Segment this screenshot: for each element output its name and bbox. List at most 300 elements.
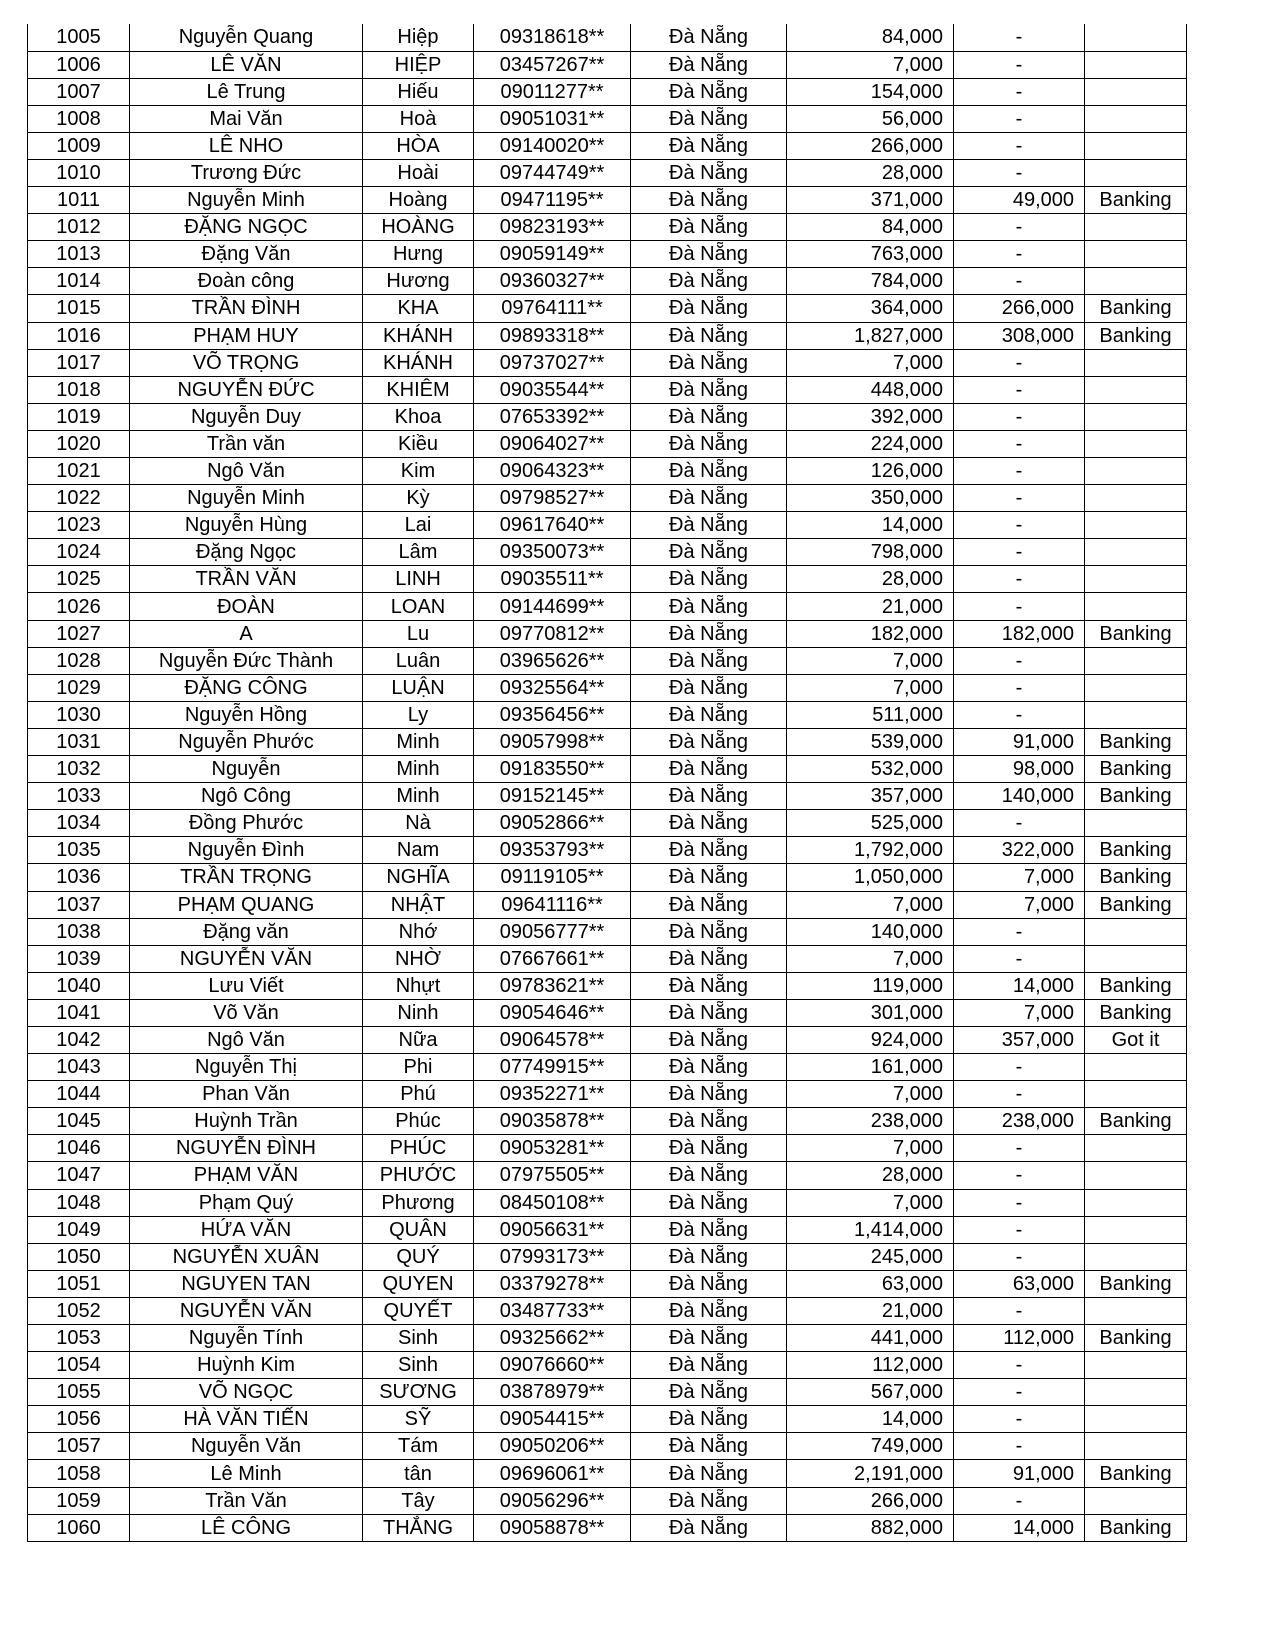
phone-cell: 07749915**: [474, 1054, 631, 1081]
method-cell: [1085, 674, 1187, 701]
id-cell: 1044: [28, 1081, 130, 1108]
id-cell: 1024: [28, 539, 130, 566]
table-row: [28, 620, 1187, 647]
given-name-cell: Phi: [363, 1054, 474, 1081]
table-row: [28, 810, 1187, 837]
city-cell: Đà Nẵng: [631, 349, 787, 376]
city-cell: Đà Nẵng: [631, 1325, 787, 1352]
paid-cell: 182,000: [954, 620, 1085, 647]
phone-cell: 09035511**: [474, 566, 631, 593]
phone-cell: 09641116**: [474, 891, 631, 918]
paid-cell: -: [954, 268, 1085, 295]
phone-cell: 09144699**: [474, 593, 631, 620]
phone-cell: 09051031**: [474, 105, 631, 132]
amount-cell: 161,000: [787, 1054, 954, 1081]
amount-cell: 7,000: [787, 945, 954, 972]
id-cell: 1048: [28, 1189, 130, 1216]
city-cell: Đà Nẵng: [631, 999, 787, 1026]
paid-cell: -: [954, 1243, 1085, 1270]
method-cell: [1085, 458, 1187, 485]
id-cell: 1043: [28, 1054, 130, 1081]
table-row: [28, 1026, 1187, 1053]
paid-cell: 7,000: [954, 999, 1085, 1026]
table-row: [28, 295, 1187, 322]
paid-cell: -: [954, 1297, 1085, 1324]
phone-cell: 09119105**: [474, 864, 631, 891]
given-name-cell: NHỜ: [363, 945, 474, 972]
method-cell: [1085, 512, 1187, 539]
phone-cell: 09737027**: [474, 349, 631, 376]
method-cell: [1085, 1135, 1187, 1162]
method-cell: [1085, 945, 1187, 972]
method-cell: [1085, 1433, 1187, 1460]
phone-cell: 09318618**: [474, 24, 631, 51]
method-cell: [1085, 268, 1187, 295]
method-cell: [1085, 593, 1187, 620]
phone-cell: 09035878**: [474, 1108, 631, 1135]
city-cell: Đà Nẵng: [631, 1243, 787, 1270]
id-cell: 1055: [28, 1379, 130, 1406]
method-cell: Banking: [1085, 322, 1187, 349]
surname-cell: Nguyễn Tính: [130, 1325, 363, 1352]
table-row: [28, 756, 1187, 783]
id-cell: 1037: [28, 891, 130, 918]
id-cell: 1010: [28, 159, 130, 186]
city-cell: Đà Nẵng: [631, 1270, 787, 1297]
method-cell: [1085, 1243, 1187, 1270]
given-name-cell: Kim: [363, 458, 474, 485]
phone-cell: 07667661**: [474, 945, 631, 972]
paid-cell: -: [954, 945, 1085, 972]
table-row: [28, 403, 1187, 430]
city-cell: Đà Nẵng: [631, 430, 787, 457]
city-cell: Đà Nẵng: [631, 728, 787, 755]
method-cell: Banking: [1085, 1108, 1187, 1135]
given-name-cell: HÒA: [363, 132, 474, 159]
amount-cell: 749,000: [787, 1433, 954, 1460]
amount-cell: 84,000: [787, 214, 954, 241]
paid-cell: -: [954, 376, 1085, 403]
amount-cell: 1,792,000: [787, 837, 954, 864]
surname-cell: Nguyễn Hùng: [130, 512, 363, 539]
paid-cell: 308,000: [954, 322, 1085, 349]
amount-cell: 7,000: [787, 674, 954, 701]
amount-cell: 2,191,000: [787, 1460, 954, 1487]
table-row: [28, 1243, 1187, 1270]
method-cell: Banking: [1085, 728, 1187, 755]
id-cell: 1011: [28, 187, 130, 214]
table-row: [28, 349, 1187, 376]
table-row: [28, 1189, 1187, 1216]
amount-cell: 245,000: [787, 1243, 954, 1270]
id-cell: 1005: [28, 24, 130, 51]
surname-cell: NGUYỄN VĂN: [130, 1297, 363, 1324]
surname-cell: Nguyễn Đức Thành: [130, 647, 363, 674]
given-name-cell: QUYEN: [363, 1270, 474, 1297]
amount-cell: 14,000: [787, 512, 954, 539]
surname-cell: Đặng Văn: [130, 241, 363, 268]
phone-cell: 07653392**: [474, 403, 631, 430]
table-row: [28, 376, 1187, 403]
table-row: [28, 1108, 1187, 1135]
id-cell: 1051: [28, 1270, 130, 1297]
method-cell: Banking: [1085, 972, 1187, 999]
given-name-cell: Lai: [363, 512, 474, 539]
method-cell: Banking: [1085, 837, 1187, 864]
phone-cell: 09798527**: [474, 485, 631, 512]
amount-cell: 119,000: [787, 972, 954, 999]
paid-cell: 266,000: [954, 295, 1085, 322]
amount-cell: 224,000: [787, 430, 954, 457]
id-cell: 1008: [28, 105, 130, 132]
method-cell: [1085, 78, 1187, 105]
phone-cell: 09053281**: [474, 1135, 631, 1162]
paid-cell: -: [954, 105, 1085, 132]
paid-cell: 49,000: [954, 187, 1085, 214]
id-cell: 1038: [28, 918, 130, 945]
city-cell: Đà Nẵng: [631, 78, 787, 105]
table-row: [28, 51, 1187, 78]
id-cell: 1056: [28, 1406, 130, 1433]
given-name-cell: Sinh: [363, 1325, 474, 1352]
method-cell: [1085, 159, 1187, 186]
surname-cell: Nguyễn Văn: [130, 1433, 363, 1460]
paid-cell: 7,000: [954, 864, 1085, 891]
city-cell: Đà Nẵng: [631, 1487, 787, 1514]
method-cell: [1085, 1487, 1187, 1514]
table-row: [28, 999, 1187, 1026]
city-cell: Đà Nẵng: [631, 1054, 787, 1081]
city-cell: Đà Nẵng: [631, 701, 787, 728]
given-name-cell: PHƯỚC: [363, 1162, 474, 1189]
surname-cell: ĐOÀN: [130, 593, 363, 620]
phone-cell: 09325564**: [474, 674, 631, 701]
table-body: [28, 24, 1187, 1541]
city-cell: Đà Nẵng: [631, 891, 787, 918]
amount-cell: 7,000: [787, 1135, 954, 1162]
table-row: [28, 972, 1187, 999]
table-row: [28, 241, 1187, 268]
city-cell: Đà Nẵng: [631, 403, 787, 430]
phone-cell: 09064027**: [474, 430, 631, 457]
paid-cell: 322,000: [954, 837, 1085, 864]
city-cell: Đà Nẵng: [631, 593, 787, 620]
method-cell: [1085, 485, 1187, 512]
city-cell: Đà Nẵng: [631, 1108, 787, 1135]
paid-cell: -: [954, 1054, 1085, 1081]
method-cell: [1085, 918, 1187, 945]
phone-cell: 09353793**: [474, 837, 631, 864]
customer-table: [27, 24, 1187, 1542]
id-cell: 1009: [28, 132, 130, 159]
surname-cell: Võ Văn: [130, 999, 363, 1026]
city-cell: Đà Nẵng: [631, 566, 787, 593]
id-cell: 1040: [28, 972, 130, 999]
city-cell: Đà Nẵng: [631, 376, 787, 403]
id-cell: 1018: [28, 376, 130, 403]
table-row: [28, 1135, 1187, 1162]
table-row: [28, 945, 1187, 972]
table-row: [28, 1379, 1187, 1406]
phone-cell: 09617640**: [474, 512, 631, 539]
paid-cell: -: [954, 512, 1085, 539]
amount-cell: 364,000: [787, 295, 954, 322]
city-cell: Đà Nẵng: [631, 1135, 787, 1162]
surname-cell: Nguyễn Quang: [130, 24, 363, 51]
paid-cell: -: [954, 241, 1085, 268]
given-name-cell: SỸ: [363, 1406, 474, 1433]
table-row: [28, 159, 1187, 186]
amount-cell: 63,000: [787, 1270, 954, 1297]
paid-cell: 357,000: [954, 1026, 1085, 1053]
given-name-cell: KHIÊM: [363, 376, 474, 403]
surname-cell: Nguyễn Duy: [130, 403, 363, 430]
city-cell: Đà Nẵng: [631, 1514, 787, 1541]
surname-cell: Lưu Viết: [130, 972, 363, 999]
amount-cell: 266,000: [787, 1487, 954, 1514]
amount-cell: 350,000: [787, 485, 954, 512]
table-row: [28, 891, 1187, 918]
surname-cell: Trương Đức: [130, 159, 363, 186]
amount-cell: 14,000: [787, 1406, 954, 1433]
given-name-cell: Hoài: [363, 159, 474, 186]
city-cell: Đà Nẵng: [631, 1433, 787, 1460]
amount-cell: 21,000: [787, 1297, 954, 1324]
given-name-cell: QUÂN: [363, 1216, 474, 1243]
method-cell: [1085, 349, 1187, 376]
id-cell: 1049: [28, 1216, 130, 1243]
method-cell: [1085, 647, 1187, 674]
amount-cell: 1,050,000: [787, 864, 954, 891]
city-cell: Đà Nẵng: [631, 756, 787, 783]
phone-cell: 09057998**: [474, 728, 631, 755]
amount-cell: 1,414,000: [787, 1216, 954, 1243]
surname-cell: Mai Văn: [130, 105, 363, 132]
method-cell: [1085, 403, 1187, 430]
given-name-cell: Hoà: [363, 105, 474, 132]
phone-cell: 09035544**: [474, 376, 631, 403]
surname-cell: ĐẶNG CÔNG: [130, 674, 363, 701]
city-cell: Đà Nẵng: [631, 485, 787, 512]
given-name-cell: KHA: [363, 295, 474, 322]
surname-cell: Ngô Văn: [130, 1026, 363, 1053]
id-cell: 1059: [28, 1487, 130, 1514]
given-name-cell: Nam: [363, 837, 474, 864]
table-row: [28, 458, 1187, 485]
method-cell: Banking: [1085, 1460, 1187, 1487]
city-cell: Đà Nẵng: [631, 945, 787, 972]
amount-cell: 1,827,000: [787, 322, 954, 349]
paid-cell: 140,000: [954, 783, 1085, 810]
given-name-cell: KHÁNH: [363, 349, 474, 376]
given-name-cell: Lâm: [363, 539, 474, 566]
id-cell: 1027: [28, 620, 130, 647]
surname-cell: Đặng Ngọc: [130, 539, 363, 566]
given-name-cell: NGHĨA: [363, 864, 474, 891]
given-name-cell: Lu: [363, 620, 474, 647]
method-cell: [1085, 1297, 1187, 1324]
paid-cell: 14,000: [954, 1514, 1085, 1541]
phone-cell: 09783621**: [474, 972, 631, 999]
amount-cell: 7,000: [787, 1081, 954, 1108]
city-cell: Đà Nẵng: [631, 1460, 787, 1487]
surname-cell: NGUYEN TAN: [130, 1270, 363, 1297]
paid-cell: -: [954, 1162, 1085, 1189]
paid-cell: 238,000: [954, 1108, 1085, 1135]
city-cell: Đà Nẵng: [631, 1352, 787, 1379]
amount-cell: 154,000: [787, 78, 954, 105]
paid-cell: -: [954, 159, 1085, 186]
paid-cell: -: [954, 1081, 1085, 1108]
table-row: [28, 647, 1187, 674]
surname-cell: Ngô Văn: [130, 458, 363, 485]
paid-cell: -: [954, 403, 1085, 430]
surname-cell: Nguyễn Minh: [130, 187, 363, 214]
amount-cell: 112,000: [787, 1352, 954, 1379]
phone-cell: 09054646**: [474, 999, 631, 1026]
given-name-cell: Nhớ: [363, 918, 474, 945]
city-cell: Đà Nẵng: [631, 539, 787, 566]
method-cell: Banking: [1085, 1270, 1187, 1297]
phone-cell: 09764111**: [474, 295, 631, 322]
paid-cell: -: [954, 1216, 1085, 1243]
given-name-cell: Minh: [363, 728, 474, 755]
table-row: [28, 1460, 1187, 1487]
phone-cell: 08450108**: [474, 1189, 631, 1216]
city-cell: Đà Nẵng: [631, 214, 787, 241]
phone-cell: 07993173**: [474, 1243, 631, 1270]
method-cell: [1085, 241, 1187, 268]
amount-cell: 238,000: [787, 1108, 954, 1135]
amount-cell: 7,000: [787, 647, 954, 674]
id-cell: 1029: [28, 674, 130, 701]
paid-cell: -: [954, 458, 1085, 485]
phone-cell: 09770812**: [474, 620, 631, 647]
id-cell: 1013: [28, 241, 130, 268]
table-row: [28, 728, 1187, 755]
amount-cell: 28,000: [787, 1162, 954, 1189]
id-cell: 1012: [28, 214, 130, 241]
city-cell: Đà Nẵng: [631, 268, 787, 295]
surname-cell: NGUYỄN VĂN: [130, 945, 363, 972]
method-cell: [1085, 1379, 1187, 1406]
surname-cell: Nguyễn Đình: [130, 837, 363, 864]
table-row: [28, 1270, 1187, 1297]
surname-cell: TRẦN VĂN: [130, 566, 363, 593]
paid-cell: -: [954, 539, 1085, 566]
given-name-cell: Nà: [363, 810, 474, 837]
paid-cell: -: [954, 349, 1085, 376]
paid-cell: -: [954, 214, 1085, 241]
table-row: [28, 1406, 1187, 1433]
given-name-cell: Tây: [363, 1487, 474, 1514]
id-cell: 1023: [28, 512, 130, 539]
id-cell: 1057: [28, 1433, 130, 1460]
id-cell: 1014: [28, 268, 130, 295]
paid-cell: -: [954, 647, 1085, 674]
phone-cell: 09011277**: [474, 78, 631, 105]
id-cell: 1039: [28, 945, 130, 972]
amount-cell: 448,000: [787, 376, 954, 403]
table-row: [28, 1514, 1187, 1541]
table-row: [28, 268, 1187, 295]
surname-cell: Nguyễn: [130, 756, 363, 783]
method-cell: [1085, 1162, 1187, 1189]
table-row: [28, 1081, 1187, 1108]
amount-cell: 266,000: [787, 132, 954, 159]
paid-cell: -: [954, 674, 1085, 701]
paid-cell: -: [954, 1135, 1085, 1162]
city-cell: Đà Nẵng: [631, 1216, 787, 1243]
id-cell: 1028: [28, 647, 130, 674]
given-name-cell: Nhựt: [363, 972, 474, 999]
phone-cell: 09056296**: [474, 1487, 631, 1514]
phone-cell: 09356456**: [474, 701, 631, 728]
phone-cell: 09152145**: [474, 783, 631, 810]
surname-cell: PHẠM QUANG: [130, 891, 363, 918]
phone-cell: 09350073**: [474, 539, 631, 566]
method-cell: [1085, 1216, 1187, 1243]
table-row: [28, 187, 1187, 214]
surname-cell: PHẠM HUY: [130, 322, 363, 349]
method-cell: [1085, 430, 1187, 457]
surname-cell: Lê Trung: [130, 78, 363, 105]
amount-cell: 357,000: [787, 783, 954, 810]
city-cell: Đà Nẵng: [631, 322, 787, 349]
paid-cell: 63,000: [954, 1270, 1085, 1297]
phone-cell: 09064323**: [474, 458, 631, 485]
given-name-cell: Hưng: [363, 241, 474, 268]
phone-cell: 09696061**: [474, 1460, 631, 1487]
surname-cell: Phan Văn: [130, 1081, 363, 1108]
paid-cell: -: [954, 918, 1085, 945]
table-row: [28, 1325, 1187, 1352]
id-cell: 1022: [28, 485, 130, 512]
id-cell: 1041: [28, 999, 130, 1026]
table-row: [28, 132, 1187, 159]
table-row: [28, 105, 1187, 132]
method-cell: Banking: [1085, 864, 1187, 891]
surname-cell: PHẠM VĂN: [130, 1162, 363, 1189]
method-cell: [1085, 810, 1187, 837]
id-cell: 1042: [28, 1026, 130, 1053]
city-cell: Đà Nẵng: [631, 105, 787, 132]
phone-cell: 09054415**: [474, 1406, 631, 1433]
id-cell: 1007: [28, 78, 130, 105]
id-cell: 1006: [28, 51, 130, 78]
phone-cell: 09059149**: [474, 241, 631, 268]
surname-cell: Trần Văn: [130, 1487, 363, 1514]
method-cell: [1085, 214, 1187, 241]
table-row: [28, 1216, 1187, 1243]
method-cell: Banking: [1085, 1514, 1187, 1541]
paid-cell: -: [954, 1433, 1085, 1460]
id-cell: 1054: [28, 1352, 130, 1379]
amount-cell: 525,000: [787, 810, 954, 837]
table-row: [28, 837, 1187, 864]
paid-cell: -: [954, 701, 1085, 728]
city-cell: Đà Nẵng: [631, 512, 787, 539]
method-cell: [1085, 1352, 1187, 1379]
paid-cell: -: [954, 1487, 1085, 1514]
amount-cell: 763,000: [787, 241, 954, 268]
table-row: [28, 322, 1187, 349]
city-cell: Đà Nẵng: [631, 1081, 787, 1108]
amount-cell: 392,000: [787, 403, 954, 430]
city-cell: Đà Nẵng: [631, 132, 787, 159]
given-name-cell: Kiều: [363, 430, 474, 457]
id-cell: 1025: [28, 566, 130, 593]
